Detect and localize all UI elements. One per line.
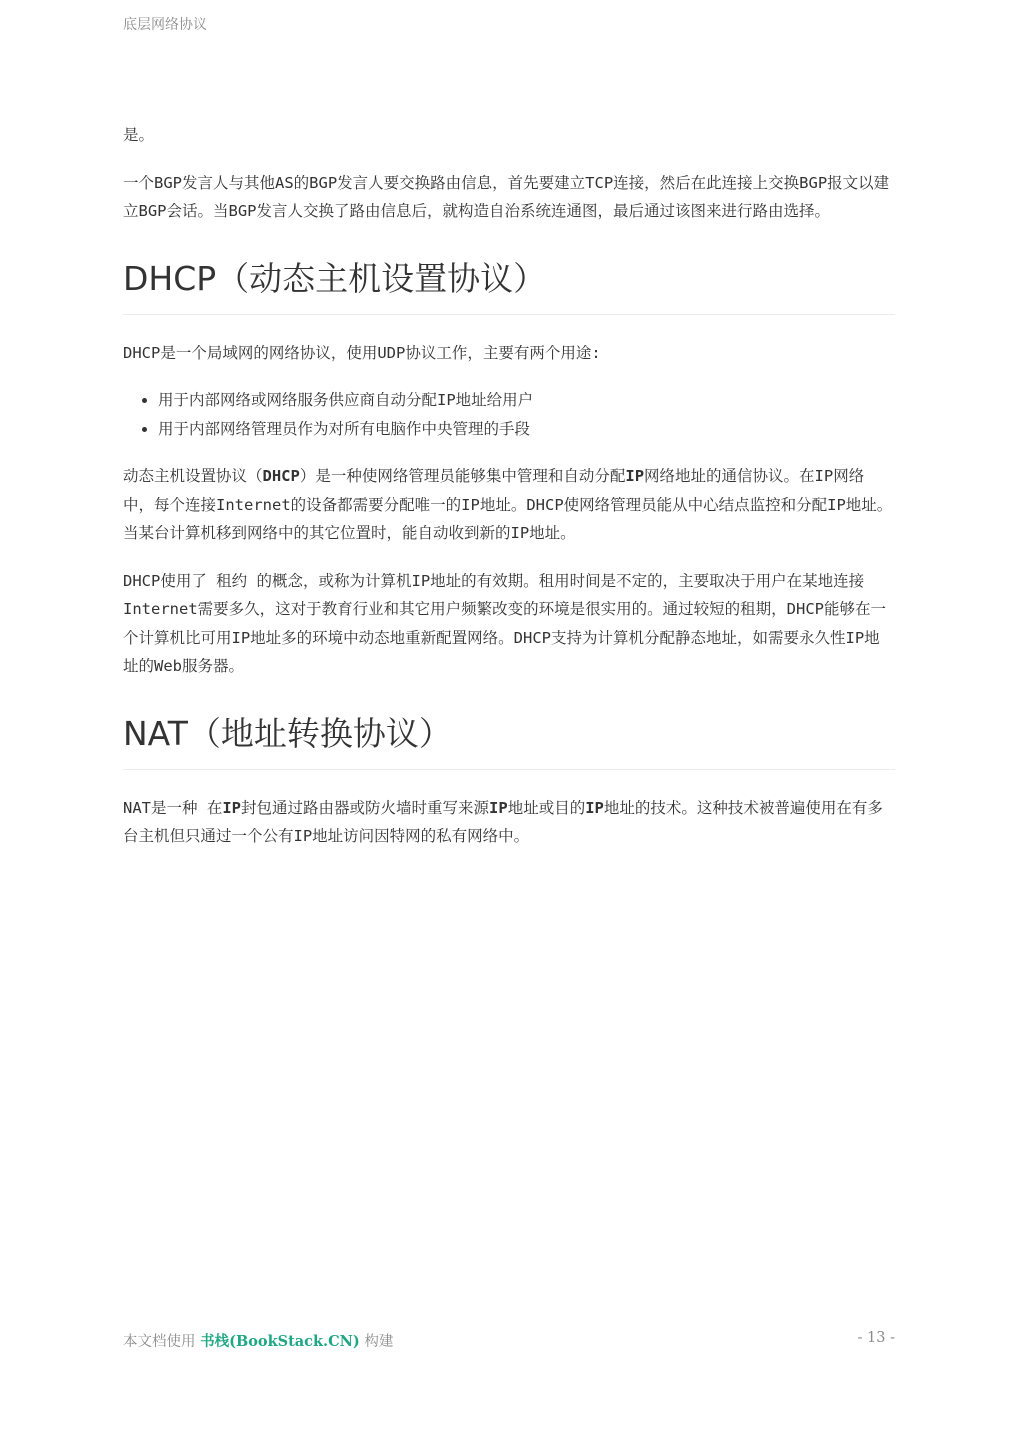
heading-nat: NAT（地址转换协议） — [123, 712, 895, 770]
text-run: 封包通过路由器或防火墙时重写来源 — [241, 798, 490, 817]
text-run: 地址或目的 — [507, 798, 586, 817]
paragraph-dhcp-definition — [123, 462, 895, 548]
page-number: - 13 - — [857, 1330, 895, 1346]
footer-prefix: 本文档使用 — [123, 1334, 201, 1350]
text-run: 网络地址的通信协议。在IP网络中，每个连接Internet的设备都需要分配唯一的IP地址。DHCP使网络管理员能从中心结点监控和分配IP地址。当某台计算机移到网络中的其它位置时，能自动收到新的IP地址。 — [123, 467, 893, 542]
footer-suffix: 构建 — [359, 1334, 394, 1350]
paragraph-continuation: 是。 — [123, 126, 155, 144]
bookstack-link[interactable]: 书栈(BookStack.CN) — [200, 1333, 360, 1350]
footer-credit — [123, 1330, 393, 1351]
paragraph-dhcp-lease: DHCP使用了 租约 的概念，或称为计算机IP地址的有效期。租用时间是不定的，主要取决于用户在某地连接Internet需要多久，这对于教育行业和其它用户频繁改变的环境是很实用的。通过较短的租期，DHCP能够在一个计算机比可用IP地址多的环境中动态地重新配置网络。DHCP支持为计算机分配静态地址，如需要永久性IP地址的Web服务器。 — [123, 571, 886, 675]
text-run: 地址的技术。这种技术被普遍使用在有多台主机但只通过一个公有IP地址访问因特网的私有网络中。 — [123, 798, 883, 845]
paragraph-nat-definition — [123, 794, 895, 851]
bold-term-ip: IP — [489, 798, 508, 817]
paragraph-dhcp-intro: DHCP是一个局域网的网络协议，使用UDP协议工作，主要有两个用途: — [123, 343, 601, 362]
bold-term-dhcp: DHCP — [262, 467, 300, 485]
running-header: 底层网络协议 — [123, 17, 207, 33]
list-item: • 用于内部网络或网络服务供应商自动分配IP地址给用户 — [158, 386, 895, 415]
heading-dhcp: DHCP（动态主机设置协议） — [123, 257, 895, 315]
list-item: • 用于内部网络管理员作为对所有电脑作中央管理的手段 — [158, 415, 895, 444]
bold-term-ip: IP — [585, 798, 604, 817]
bold-term-ip: IP — [625, 467, 645, 485]
paragraph-bgp-session: 一个BGP发言人与其他AS的BGP发言人要交换路由信息，首先要建立TCP连接，然后在此连接上交换BGP报文以建立BGP会话。当BGP发言人交换了路由信息后，就构造自治系统连通图，最后通过该图来进行路由选择。 — [123, 173, 890, 220]
text-run: 动态主机设置协议（ — [123, 467, 263, 485]
document-content — [123, 121, 895, 870]
bold-term-ip: IP — [222, 798, 241, 817]
text-run: NAT是一种 在 — [123, 798, 223, 817]
dhcp-uses-list — [123, 386, 895, 443]
text-run: ）是一种使网络管理员能够集中管理和自动分配 — [299, 467, 626, 485]
